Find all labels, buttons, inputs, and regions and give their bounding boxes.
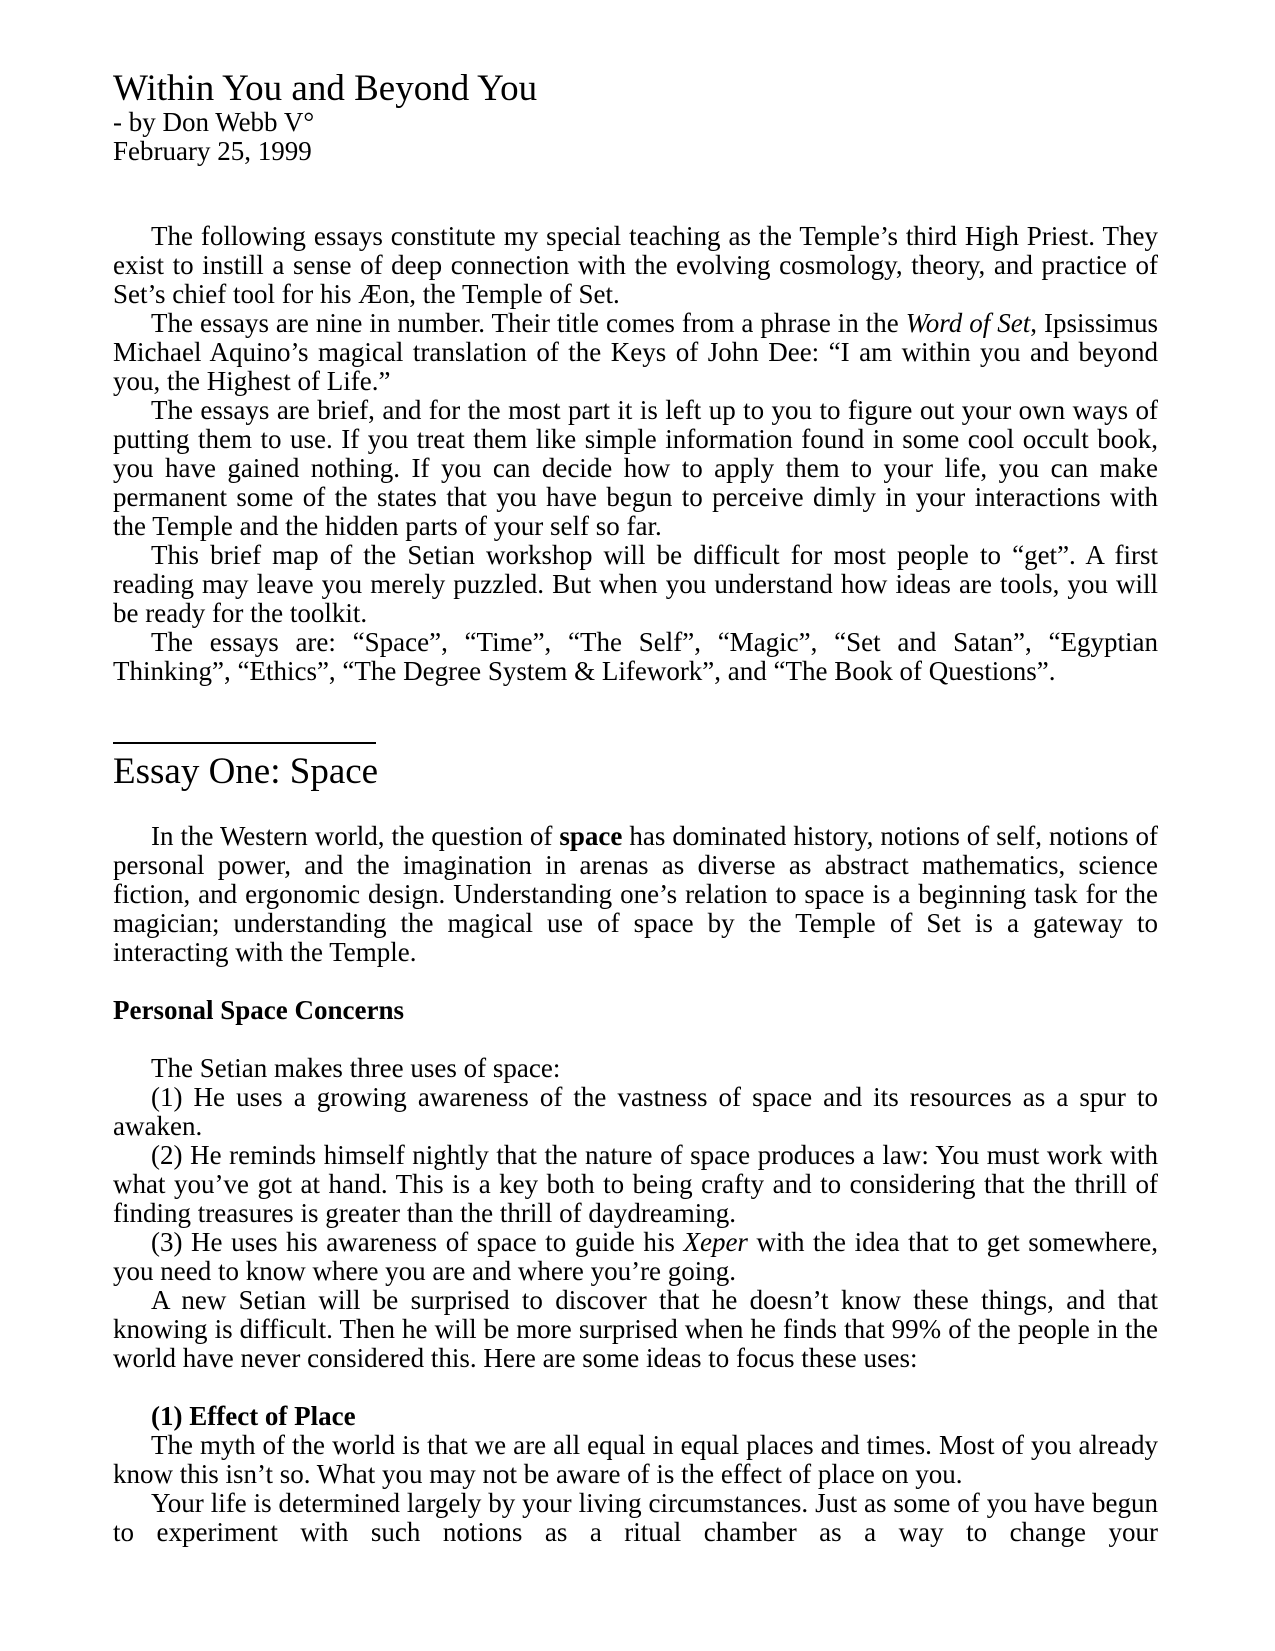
document-title: Within You and Beyond You: [113, 68, 538, 109]
intro-paragraph: The essays are: “Space”, “Time”, “The Self”, “Magic”, “Set and Satan”, “Egyptian Thinking”, “Ethics”, “The Degree System & Lifework”, and “The Book of Questions”.: [113, 627, 1158, 686]
section-divider: [113, 742, 376, 744]
essay-paragraph: Your life is determined largely by your living circumstances. Just as some of you have begun to experiment with such notions as a ritual chamber as a way to change your: [113, 1488, 1158, 1547]
essay-paragraph: (3) He uses his awareness of space to guide his Xeper with the idea that to get somewhere, you need to know where you are and where you’re going.: [113, 1227, 1158, 1286]
word-of-set-title: Word of Set: [905, 308, 1031, 338]
essay-paragraph: (1) He uses a growing awareness of the vastness of space and its resources as a spur to awaken.: [113, 1082, 1158, 1141]
space-keyword: space: [559, 821, 623, 851]
document-page: [113, 70, 1158, 1547]
subsection-heading: (1) Effect of Place: [151, 1401, 356, 1431]
essay-paragraph: In the Western world, the question of space has dominated history, notions of self, notions of personal power, and the imagination in arenas as diverse as abstract mathematics, science fiction, and ergonomic design. Understanding one’s relation to space is a beginning task for the magician; understanding the magical use of space by the Temple of Set is a gateway to interacting with the Temple.: [113, 821, 1158, 967]
byline: - by Don Webb V°: [113, 107, 315, 137]
essay-paragraph: A new Setian will be surprised to discover that he doesn’t know these things, and that knowing is difficult. Then he will be more surprised when he finds that 99% of the people in the world have never considered this. Here are some ideas to focus these uses:: [113, 1285, 1158, 1373]
essay-paragraph: The Setian makes three uses of space:: [151, 1053, 561, 1083]
xeper-term: Xeper: [683, 1227, 748, 1257]
section-heading: Personal Space Concerns: [113, 995, 404, 1025]
intro-paragraph: The essays are nine in number. Their title comes from a phrase in the Word of Set, Ipsissimus Michael Aquino’s magical translation of the Keys of John Dee: “I am within you and beyond you, the Highest of Life.”: [113, 308, 1158, 396]
intro-paragraph: The following essays constitute my special teaching as the Temple’s third High Priest. They exist to instill a sense of deep connection with the evolving cosmology, theory, and practice of Set’s chief tool for his Æon, the Temple of Set.: [113, 221, 1158, 309]
intro-section: [113, 222, 1158, 686]
document-date: February 25, 1999: [113, 136, 312, 166]
intro-paragraph: This brief map of the Setian workshop will be difficult for most people to “get”. A first reading may leave you merely puzzled. But when you understand how ideas are tools, you will be ready for the toolkit.: [113, 540, 1158, 628]
essay-heading: Essay One: Space: [113, 751, 379, 792]
essay-section: [113, 822, 1158, 1547]
essay-paragraph: (2) He reminds himself nightly that the nature of space produces a law: You must work with what you’ve got at hand. This is a key both to being crafty and to considering that the thrill of finding treasures is greater than the thrill of daydreaming.: [113, 1140, 1158, 1228]
intro-paragraph: The essays are brief, and for the most part it is left up to you to figure out your own ways of putting them to use. If you treat them like simple information found in some cool occult book, you have gained nothing. If you can decide how to apply them to your life, you can make permanent some of the states that you have begun to perceive dimly in your interactions with the Temple and the hidden parts of your self so far.: [113, 395, 1158, 541]
essay-paragraph: The myth of the world is that we are all equal in equal places and times. Most of you already know this isn’t so. What you may not be aware of is the effect of place on you.: [113, 1430, 1158, 1489]
